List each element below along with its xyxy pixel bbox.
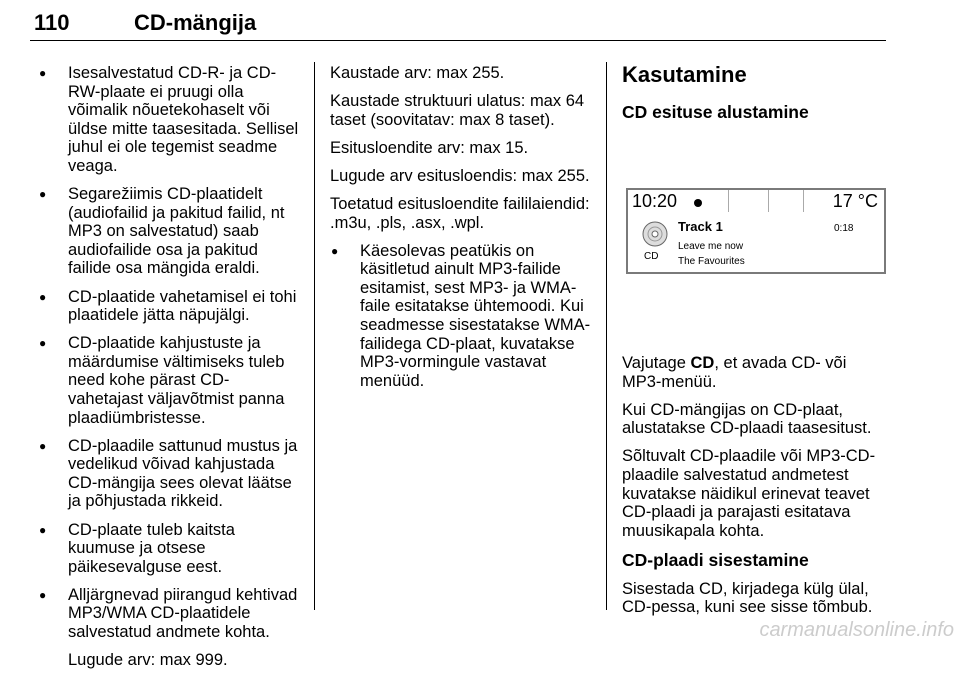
column-3 <box>622 62 890 627</box>
watermark: carmanualsonline.info <box>759 619 954 641</box>
paragraph: Lugude arv: max 999. <box>68 651 228 670</box>
chapter-title: CD-mängija <box>134 10 257 35</box>
paragraph: Kui CD-mängijas on CD-plaat, alustatakse CD-plaadi taasesitust. <box>622 400 872 438</box>
cd-disc-icon <box>642 221 668 247</box>
bullet-item: ● Alljärgnevad piirangud kehtivad MP3/WMA CD-plaatidele salvestatud andmete kohta. <box>38 586 303 642</box>
record-dot-icon <box>694 199 702 207</box>
paragraph: Lugude arv esitusloendis: max 255. <box>330 166 590 185</box>
elapsed-time: 0:18 <box>834 223 854 234</box>
divider <box>768 190 769 212</box>
paragraph <box>622 354 890 391</box>
bullet-item: ● CD-plaate tuleb kaitsta kuumuse ja otsese päikesevalguse eest. <box>38 521 303 577</box>
section-heading: Kasutamine <box>622 62 747 87</box>
divider <box>803 190 804 212</box>
page-number: 110 <box>34 10 70 35</box>
column-divider <box>606 62 607 610</box>
column-divider <box>314 62 315 610</box>
paragraph: Sõltuvalt CD-plaadile või MP3-CD-plaadile salvestatud andmetest kuvatakse näidikul erinevat teavet CD-plaadi ja parajasti esitatava muusikapala kohta. <box>622 447 876 540</box>
bullet-item: ● Isesalvestatud CD-R- ja CD-RW-plaate ei pruugi olla võimalik nõuetekohaselt või üldse mitte taasesitada. Sellisel juhul ei ole tegemist seadme veaga. <box>38 64 303 176</box>
text-run: Vajutage <box>622 354 691 372</box>
bullet-item: ● CD-plaadile sattunud mustus ja vedelikud võivad kahjustada CD-mängija sees olevat läätse ja põhjustada rikkeid. <box>38 437 303 511</box>
divider <box>728 190 729 212</box>
subsection-heading: CD-plaadi sisestamine <box>622 549 809 570</box>
bullet-item: ● Käesolevas peatükis on käsitletud ainult MP3-failide esitamist, sest MP3- ja WMA-faile esitatakse ühtemoodi. Kui seadmesse sisestatakse WMA-failidega CD-plaat, kuvatakse MP3-vormingule vastavat menüüd. <box>330 242 598 391</box>
column-1 <box>38 64 303 679</box>
bullet-item: ● Segarežiimis CD-plaatidelt (audiofailid ja pakitud failid, nt MP3 on salvestatud) saab audiofailide osa ja pakitud failide osa mängida eraldi. <box>38 185 303 278</box>
temperature: 17 °C <box>832 191 878 211</box>
track-artist: Leave me now <box>678 241 744 252</box>
status-bar <box>628 190 884 216</box>
paragraph: Esitusloendite arv: max 15. <box>330 138 529 157</box>
paragraph: Toetatud esitusloendite faililaiendid: .m3u, .pls, .asx, .wpl. <box>330 194 590 232</box>
bullet-item: ● CD-plaatide vahetamisel ei tohi plaatidele jätta näpujälgi. <box>38 288 303 325</box>
paragraph: Kaustade struktuuri ulatus: max 64 taset (soovitatav: max 8 taset). <box>330 92 585 129</box>
track-album: The Favourites <box>678 256 745 267</box>
infotainment-screen <box>626 188 886 274</box>
track-title: Track 1 <box>678 219 723 234</box>
cd-button-label: CD <box>690 354 715 372</box>
paragraph: Sisestada CD, kirjadega külg ülal, CD-pessa, kuni see sisse tõmbub. <box>622 579 873 617</box>
source-label: CD <box>644 251 659 262</box>
clock: 10:20 <box>632 191 678 211</box>
paragraph: Kaustade arv: max 255. <box>330 64 505 82</box>
bullet-item: ● CD-plaatide kahjustuste ja määrdumise vältimiseks tuleb need kohe pärast CD-vahetajast väljavõtmist panna plaadiümbristesse. <box>38 334 303 427</box>
display-illustration <box>622 132 888 342</box>
page-header <box>30 6 886 41</box>
text-run: , et avada CD- või MP3-menüü. <box>622 354 847 391</box>
column-2 <box>330 64 598 400</box>
subsection-heading: CD esituse alustamine <box>622 102 809 122</box>
